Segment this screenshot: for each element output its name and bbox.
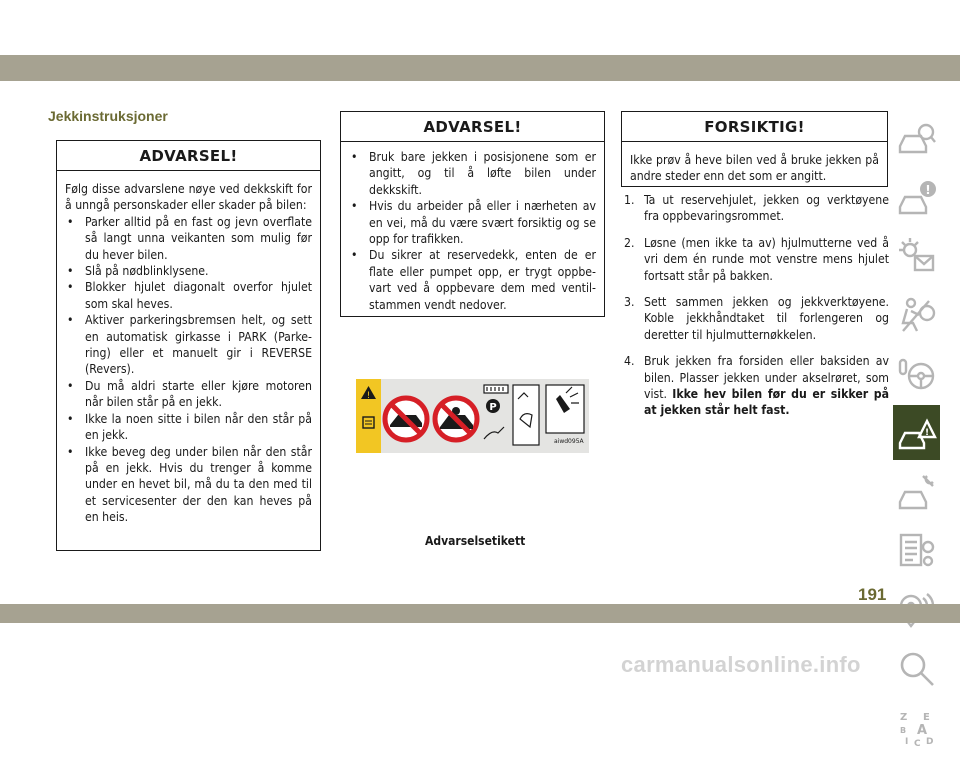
bullet-icon: • bbox=[351, 248, 358, 263]
warning-label-image bbox=[356, 379, 589, 453]
warning-lights-icon bbox=[897, 177, 937, 217]
tab-emergency[interactable] bbox=[893, 405, 940, 460]
caution-text: Ikke prøv å heve bilen ved å bruke jekken på andre steder enn det som er angitt. bbox=[630, 153, 879, 184]
magnifier-icon bbox=[897, 649, 937, 689]
warning-item bbox=[65, 312, 312, 378]
lights-message-icon bbox=[897, 236, 937, 276]
svg-text:P: P bbox=[489, 402, 497, 413]
step-emphasis: Ikke hev bilen før du er sikker på at jekken står helt fast. bbox=[644, 387, 889, 418]
tab-warning-lights[interactable] bbox=[893, 169, 940, 224]
warning-header: ADVARSEL! bbox=[341, 112, 604, 142]
warning-item bbox=[65, 444, 312, 526]
warning-item-text: Aktiver parkeringsbremsen helt, og sett en automatisk girkasse i PARK (Parke- ring) eller et manuelt gir i REVERSE (Revers). bbox=[85, 313, 312, 377]
bullet-icon: • bbox=[67, 264, 74, 279]
warning-item-text: Bruk bare jekken i posisjonene som er angitt, og til å løfte bilen under dekkskift. bbox=[369, 150, 596, 197]
svg-text:C: C bbox=[913, 738, 921, 748]
checklist-gears-icon bbox=[897, 531, 937, 571]
section-title: Jekkinstruksjoner bbox=[48, 108, 168, 124]
warning-item-text: Blokker hjulet diagonalt overfor hjulet som skal heves. bbox=[85, 280, 312, 311]
svg-text:Z: Z bbox=[899, 711, 907, 723]
svg-text:A: A bbox=[916, 722, 927, 738]
emergency-car-icon bbox=[897, 413, 937, 453]
bullet-icon: • bbox=[67, 444, 74, 459]
warning-item-text: Slå på nødblinklysene. bbox=[85, 264, 209, 279]
warning-item bbox=[65, 378, 312, 411]
label-code: aiwd095A bbox=[554, 438, 584, 445]
warning-item bbox=[349, 247, 596, 313]
step-item bbox=[624, 353, 889, 419]
wrench-car-icon bbox=[897, 472, 937, 512]
svg-text:E: E bbox=[922, 711, 930, 723]
warning-item bbox=[65, 279, 312, 312]
step-item bbox=[624, 235, 889, 284]
tab-search[interactable] bbox=[893, 641, 940, 696]
warning-header: ADVARSEL! bbox=[57, 141, 320, 171]
bullet-icon: • bbox=[351, 199, 358, 214]
step-text: Bruk jekken fra forsiden eller baksiden av bilen. Plasser jekken under akselrøret, som vist. bbox=[644, 354, 889, 402]
steering-wheel-icon bbox=[897, 354, 937, 394]
bullet-icon: • bbox=[351, 150, 358, 164]
bullet-icon: • bbox=[67, 313, 74, 328]
svg-text:I: I bbox=[904, 736, 908, 747]
step-text: Løsne (men ikke ta av) hjulmutterne ved å vri dem én runde mot venstre mens hjulet fortsatt står på bakken. bbox=[644, 235, 889, 283]
warning-box-1 bbox=[56, 140, 321, 551]
warning-item-text: Du sikrer at reservedekk, enten de er flate eller pumpet opp, er trygt oppbe- vart ved å oppbevare dem med ventil- stammen vendt nedover. bbox=[369, 248, 596, 312]
tab-service[interactable] bbox=[893, 464, 940, 519]
car-info-icon bbox=[897, 118, 937, 158]
step-item bbox=[624, 192, 889, 225]
watermark: carmanualsonline.info bbox=[621, 652, 861, 677]
warning-item bbox=[349, 198, 596, 247]
tab-car-info[interactable] bbox=[893, 110, 940, 165]
step-text: Sett sammen jekken og jekkverktøyene. Koble jekkhåndtaket til forlengeren og deretter til hjulmutternøkkelen. bbox=[644, 295, 889, 342]
airbag-person-icon bbox=[897, 295, 937, 335]
top-band bbox=[0, 55, 960, 81]
caution-header: FORSIKTIG! bbox=[622, 112, 887, 142]
tab-index[interactable] bbox=[893, 700, 940, 755]
warning-list bbox=[65, 214, 312, 526]
tab-lights-messages[interactable] bbox=[893, 228, 940, 283]
warning-item-text: Du må aldri starte eller kjøre motoren når bilen står på en jekk. bbox=[85, 378, 312, 410]
step-number: 2. bbox=[624, 235, 635, 250]
instruction-steps bbox=[624, 192, 889, 429]
warning-item-text: Ikke beveg deg under bilen når den står på en jekk. Hvis du trenger å komme under en hevet bil, må du ta den med til et servicesenter der den kan heves på en heis. bbox=[85, 444, 312, 525]
tab-safety[interactable] bbox=[893, 287, 940, 342]
svg-text:B: B bbox=[899, 725, 906, 735]
svg-text:!: ! bbox=[366, 391, 371, 401]
alphabet-index-icon bbox=[897, 708, 937, 748]
bullet-icon: • bbox=[67, 280, 74, 295]
no-person-in-car-icon bbox=[435, 398, 477, 440]
caution-box bbox=[621, 111, 888, 187]
no-under-car-icon bbox=[385, 398, 427, 440]
step-number: 1. bbox=[624, 193, 635, 207]
warning-item bbox=[65, 263, 312, 279]
warning-list bbox=[349, 149, 596, 313]
svg-text:!: ! bbox=[924, 182, 931, 197]
step-number: 3. bbox=[624, 295, 635, 310]
bottom-band bbox=[0, 604, 960, 623]
warning-item bbox=[349, 149, 596, 198]
warning-item-text: Hvis du arbeider på eller i nærheten av en vei, må du være svært forsiktig og se opp for trafikken. bbox=[369, 199, 596, 247]
bullet-icon: • bbox=[67, 378, 74, 393]
svg-text:D: D bbox=[925, 736, 933, 747]
warning-intro: Følg disse advarslene nøye ved dekkskift for å unngå personskader eller skader på bilen: bbox=[65, 182, 312, 213]
tab-starting-driving[interactable] bbox=[893, 346, 940, 401]
bullet-icon: • bbox=[67, 411, 74, 426]
warning-box-2 bbox=[340, 111, 605, 317]
warning-item-text: Parker alltid på en fast og jevn overflate så langt unna veikanten som mulig før du hever bilen. bbox=[85, 214, 312, 262]
tab-specifications[interactable] bbox=[893, 523, 940, 578]
step-number: 4. bbox=[624, 354, 635, 369]
image-caption: Advarselsetikett bbox=[425, 534, 526, 548]
step-text: Ta ut reservehjulet, jekken og verktøyene fra oppbevaringsrommet. bbox=[644, 193, 889, 224]
warning-item-text: Ikke la noen sitte i bilen når den står på en jekk. bbox=[85, 411, 312, 443]
warning-item bbox=[65, 214, 312, 263]
svg-text:!: ! bbox=[924, 427, 929, 438]
warning-item bbox=[65, 411, 312, 444]
step-item bbox=[624, 294, 889, 343]
page-number: 191 bbox=[858, 585, 887, 604]
chapter-tabs bbox=[893, 110, 940, 759]
bullet-icon: • bbox=[67, 214, 74, 229]
